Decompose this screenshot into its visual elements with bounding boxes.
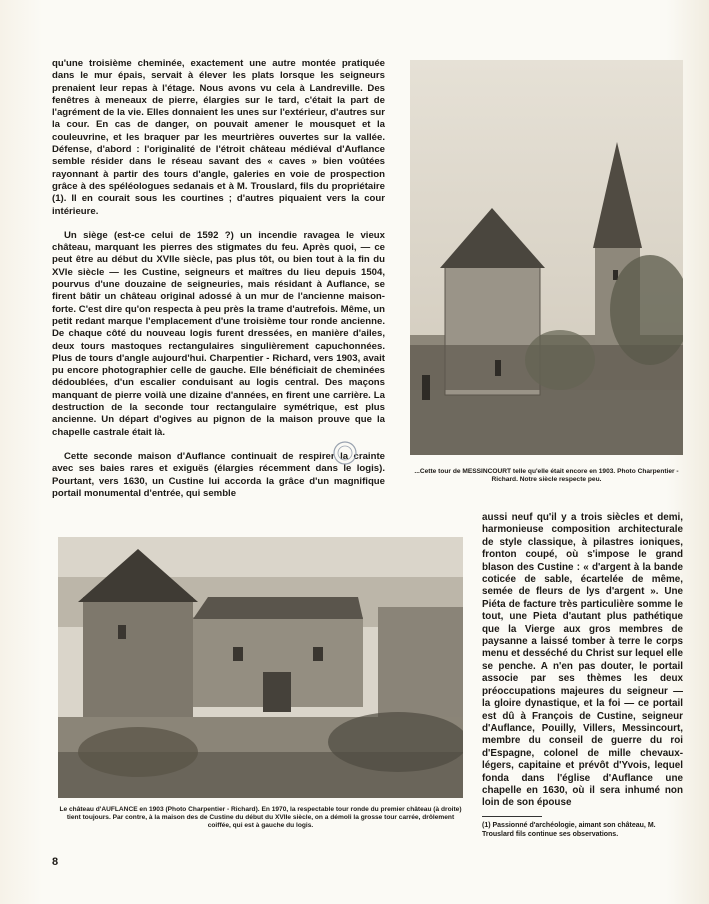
paragraph: Un siège (est-ce celui de 1592 ?) un incendie ravagea le vieux château, marquant les pierres des stigmates du feu. Après quoi, — ce peut être au début du XVIIe siècle, pas plus tôt, ou bien tout à la fin du XVIe siècle — les Custine, seigneurs et maîtres du lieu depuis 1504, pourvus d'une douzaine de seigneuries, mais résidant à Auflance, se firent bâtir un château original adossé à un mur de l'ancienne maison-forte. C'est dire qu'on respecta à peu près la trame d'autrefois. Même, un petit redant marque l'emplacement d'une troisième tour ronde ancienne. De chaque côté du nouveau logis furent dressées, en manière d'ailes, deux tours mastoques rectangulaires singulièrement capuchonnées. Plus de tours d'angle aujourd'hui. Charpentier - Richard, vers 1903, avait pu encore photographier celle de gauche. Elle bénéficiait de cheminées dédoublées, d'un escalier conduisant au logis central. Des maçons manquant de pierre voilà une dizaine d'années, en firent une carrière. La destruction de la seconde tour rectangulaire symétrique, est plus ancienne. Un départ d'ogives au pignon de la maison prouve que la chapelle castrale était là. xyxy=(52,229,385,438)
stamp-icon xyxy=(332,440,358,466)
messincourt-photo-illustration xyxy=(410,60,683,455)
footnote: (1) Passionné d'archéologie, aimant son château, M. Trouslard fils continue ses observations. xyxy=(482,822,656,838)
messincourt-caption: ...Cette tour de MESSINCOURT telle qu'elle était encore en 1903. Photo Charpentier - Richard. Notre siècle respecte peu. xyxy=(414,468,679,484)
auflance-photo-illustration xyxy=(58,537,463,798)
footnote-divider xyxy=(482,816,542,817)
paragraph: aussi neuf qu'il y a trois siècles et demi, harmonieuse composition architecturale de style classique, à pilastres ioniques, fronton coupé, où s'impose le grand blason des Custine : « d'argent à la bande coticée de sable, écartelée de même, semée de fleurs de lys d'argent ». Une Piéta de facture très particulière somme le tout, une Pieta d'autant plus pathétique que la Vierge aux gros membres de paysanne a laissé tomber à terre le corps menu et desséché du Christ sur lequel elle se penche. A n'en pas douter, le portail associe par ses thèmes les deux préoccupations majeures du seigneur — la gloire dynastique, et la foi — ce portail est dû à François de Custine, seigneur d'Auflance, Pouilly, Villers, Messincourt, membre du conseil de guerre du roi d'Espagne, colonel de mille chevaux-légers, capitaine et prévôt d'Yvois, lequel fonda dans l'église d'Auflance une chapelle en 1630, où il sera inhumé non loin de son épouse xyxy=(482,512,683,809)
auflance-caption: Le château d'AUFLANCE en 1903 (Photo Charpentier - Richard). En 1970, la respectable tour ronde du premier château (à droite) tient toujours. Par contre, à la maison des de Custine du début du XVIIe siècle, on a démoli la grosse tour carrée, drôlement coiffée, qui est à gauche du logis. xyxy=(59,806,462,830)
messincourt-tower-photo xyxy=(410,60,683,455)
auflance-castle-photo xyxy=(58,537,463,798)
right-text-column xyxy=(482,512,683,810)
paragraph: Cette seconde maison d'Auflance continuait de respirer la crainte avec ses baies rares et exiguës (élargies récemment dans le logis). Pourtant, vers 1630, un Custine lui accorda la grâce d'un magnifique portail monumental d'entrée, qui semble xyxy=(52,450,385,499)
page-number: 8 xyxy=(52,856,59,868)
paragraph: qu'une troisième cheminée, exactement une autre montée pratiquée dans le mur épais, servait à élever les plats lorsque les seigneurs prenaient leur repas à l'étage. Nous avons vu cela à Landreville. Des fenêtres à meneaux de pierre, élargies sur le tard, c'était la part de l'agrément de la vie. Elles donnaient les unes sur l'extérieur, d'autres sur la cour. En cas de danger, on pouvait amener le mousquet et la couleuvrine, et les braquer par les meurtrières ouvertes sur la vallée. Défense, d'abord : l'originalité de l'étroit château médiéval d'Auflance semble résider dans le réseau savant des « caves » bien voûtées rayonnant à partir des tours d'angle, galeries en voie de prospection grâce à des spéléologues sedanais et à M. Trouslard, fils du propriétaire (1). Il en courait sous les courtines ; d'autres piquaient vers la cour intérieure. xyxy=(52,58,385,217)
